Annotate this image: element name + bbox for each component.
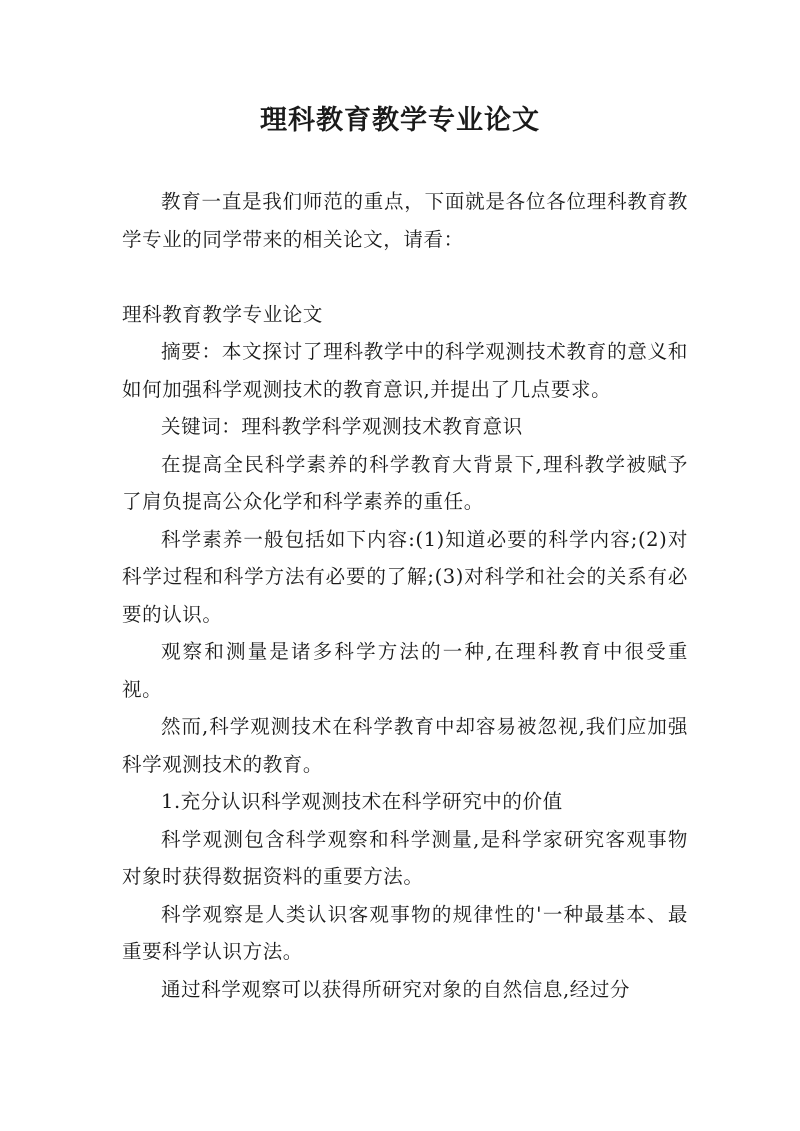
intro-paragraph: 教育一直是我们师范的重点，下面就是各位各位理科教育教学专业的同学带来的相关论文，请看： bbox=[122, 190, 688, 251]
body-paragraph: 科学素养一般包括如下内容:(1)知道必要的科学内容;(2)对科学过程和科学方法有必要的了解;(3)对科学和社会的关系有必要的认识。 bbox=[122, 527, 688, 626]
abstract-paragraph: 摘要：本文探讨了理科教学中的科学观测技术教育的意义和如何加强科学观测技术的教育意识,并提出了几点要求。 bbox=[122, 340, 688, 401]
document-body bbox=[122, 183, 688, 1008]
body-paragraph: 在提高全民科学素养的科学教育大背景下,理科教学被赋予了肩负提高公众化学和科学素养的重任。 bbox=[122, 452, 688, 513]
document-title: 理科教育教学专业论文 bbox=[260, 105, 540, 136]
body-paragraph: 通过科学观察可以获得所研究对象的自然信息,经过分 bbox=[161, 977, 631, 1001]
keywords-paragraph: 关键词：理科教学科学观测技术教育意识 bbox=[161, 415, 523, 438]
body-paragraph: 然而,科学观测技术在科学教育中却容易被忽视,我们应加强科学观测技术的教育。 bbox=[122, 715, 688, 776]
section-subtitle: 理科教育教学专业论文 bbox=[122, 302, 324, 326]
section-heading: 1.充分认识科学观测技术在科学研究中的价值 bbox=[161, 790, 563, 813]
body-paragraph: 科学观察是人类认识客观事物的规律性的'一种最基本、最重要科学认识方法。 bbox=[122, 902, 688, 963]
body-paragraph: 观察和测量是诸多科学方法的一种,在理科教育中很受重视。 bbox=[122, 640, 688, 701]
body-paragraph: 科学观测包含科学观察和科学测量,是科学家研究客观事物对象时获得数据资料的重要方法。 bbox=[122, 827, 688, 888]
